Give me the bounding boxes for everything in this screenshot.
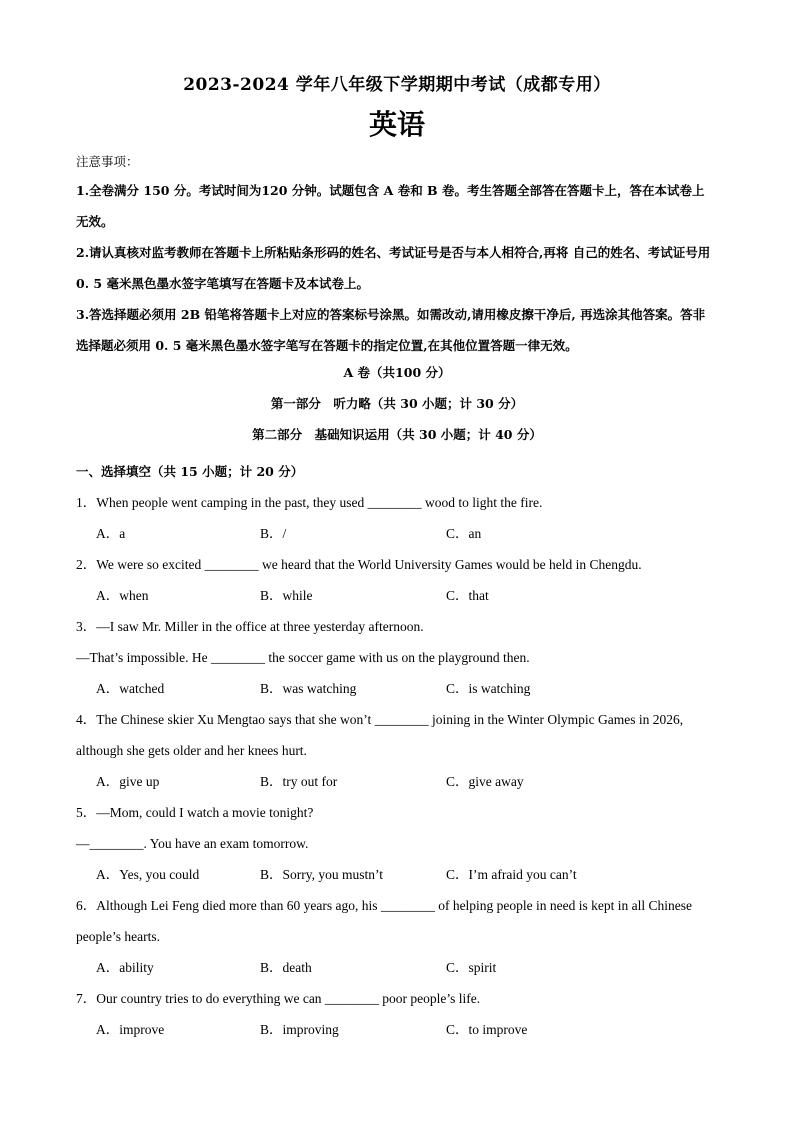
- option-a: A．when: [96, 588, 149, 603]
- question-item: [76, 611, 716, 704]
- option-row: [76, 580, 716, 611]
- option-a: A．Yes, you could: [96, 867, 200, 882]
- question-stem: 6．Although Lei Feng died more than 60 years ago, his ________ of helping people in need is kept in all Chinese: [76, 898, 693, 913]
- option-b: B．while: [260, 588, 313, 603]
- notice-list: [76, 175, 716, 361]
- question-stem-continued: —That’s impossible. He ________ the soccer game with us on the playground then.: [76, 650, 530, 665]
- question-item: [76, 983, 716, 1045]
- question-stem: 4．The Chinese skier Xu Mengtao says that she won’t ________ joining in the Winter Olympic Games in 2026,: [76, 712, 684, 727]
- notice-item: 1.全卷满分 150 分。考试时间为120 分钟。试题包含 A 卷和 B 卷。考生答题全部答在答题卡上，答在本试卷上无效。: [76, 183, 705, 229]
- option-a: A．a: [96, 526, 126, 541]
- part1-heading: 第一部分 听力略（共 30 小题；计 30 分）: [270, 396, 524, 411]
- question-item: [76, 704, 716, 797]
- section-heading: 一、选择填空（共 15 小题；计 20 分）: [76, 464, 304, 479]
- part2-heading: 第二部分 基础知识运用（共 30 小题；计 40 分）: [252, 427, 542, 442]
- question-item: [76, 797, 716, 890]
- option-b: B．improving: [260, 1022, 339, 1037]
- option-c: C．give away: [446, 774, 524, 789]
- option-row: [76, 518, 716, 549]
- option-row: [76, 1014, 716, 1045]
- option-row: [76, 952, 716, 983]
- option-c: C．I’m afraid you can’t: [446, 867, 577, 882]
- option-b: B．/: [260, 526, 287, 541]
- option-b: B．try out for: [260, 774, 338, 789]
- question-stem-continued: people’s hearts.: [76, 929, 160, 944]
- question-stem: 3．—I saw Mr. Miller in the office at three yesterday afternoon.: [76, 619, 424, 634]
- option-c: C．an: [446, 526, 482, 541]
- option-row: [76, 859, 716, 890]
- paper-a-heading: A 卷（共100 分）: [343, 365, 451, 380]
- option-a: A．ability: [96, 960, 154, 975]
- option-c: C．to improve: [446, 1022, 528, 1037]
- option-row: [76, 766, 716, 797]
- notice-label: 注意事项：: [76, 154, 139, 169]
- question-stem: 5．—Mom, could I watch a movie tonight?: [76, 805, 314, 820]
- exam-title: 2023-2024 学年八年级下学期期中考试（成都专用）: [183, 75, 611, 95]
- option-b: B．Sorry, you mustn’t: [260, 867, 384, 882]
- question-stem: 1．When people went camping in the past, they used ________ wood to light the fire.: [76, 495, 543, 510]
- notice-item: 3.答选择题必须用 2B 铅笔将答题卡上对应的答案标号涂黑。如需改动,请用橡皮擦干净后, 再选涂其他答案。答非选择题必须用 0. 5 毫米黑色墨水签字笔写在答题卡的指定位置,在其他位置答题一律无效。: [76, 307, 706, 353]
- subject-title: 英语: [368, 108, 425, 141]
- option-a: A．give up: [96, 774, 160, 789]
- question-stem-continued: although she gets older and her knees hurt.: [76, 743, 307, 758]
- question-list: [76, 487, 716, 1045]
- question-stem-continued: —________. You have an exam tomorrow.: [76, 836, 309, 851]
- option-c: C．that: [446, 588, 489, 603]
- option-row: [76, 673, 716, 704]
- notice-item: 2.请认真核对监考教师在答题卡上所粘贴条形码的姓名、考试证号是否与本人相符合,再将 自己的姓名、考试证号用 0. 5 毫米黑色墨水签字笔填写在答题卡及本试卷上。: [76, 245, 711, 291]
- option-a: A．watched: [96, 681, 165, 696]
- question-stem: 7．Our country tries to do everything we can ________ poor people’s life.: [76, 991, 481, 1006]
- question-item: [76, 549, 716, 611]
- question-item: [76, 890, 716, 983]
- option-c: C．spirit: [446, 960, 497, 975]
- question-stem: 2．We were so excited ________ we heard that the World University Games would be held in Chengdu.: [76, 557, 642, 572]
- option-b: B．death: [260, 960, 312, 975]
- option-c: C．is watching: [446, 681, 531, 696]
- option-a: A．improve: [96, 1022, 165, 1037]
- option-b: B．was watching: [260, 681, 357, 696]
- question-item: [76, 487, 716, 549]
